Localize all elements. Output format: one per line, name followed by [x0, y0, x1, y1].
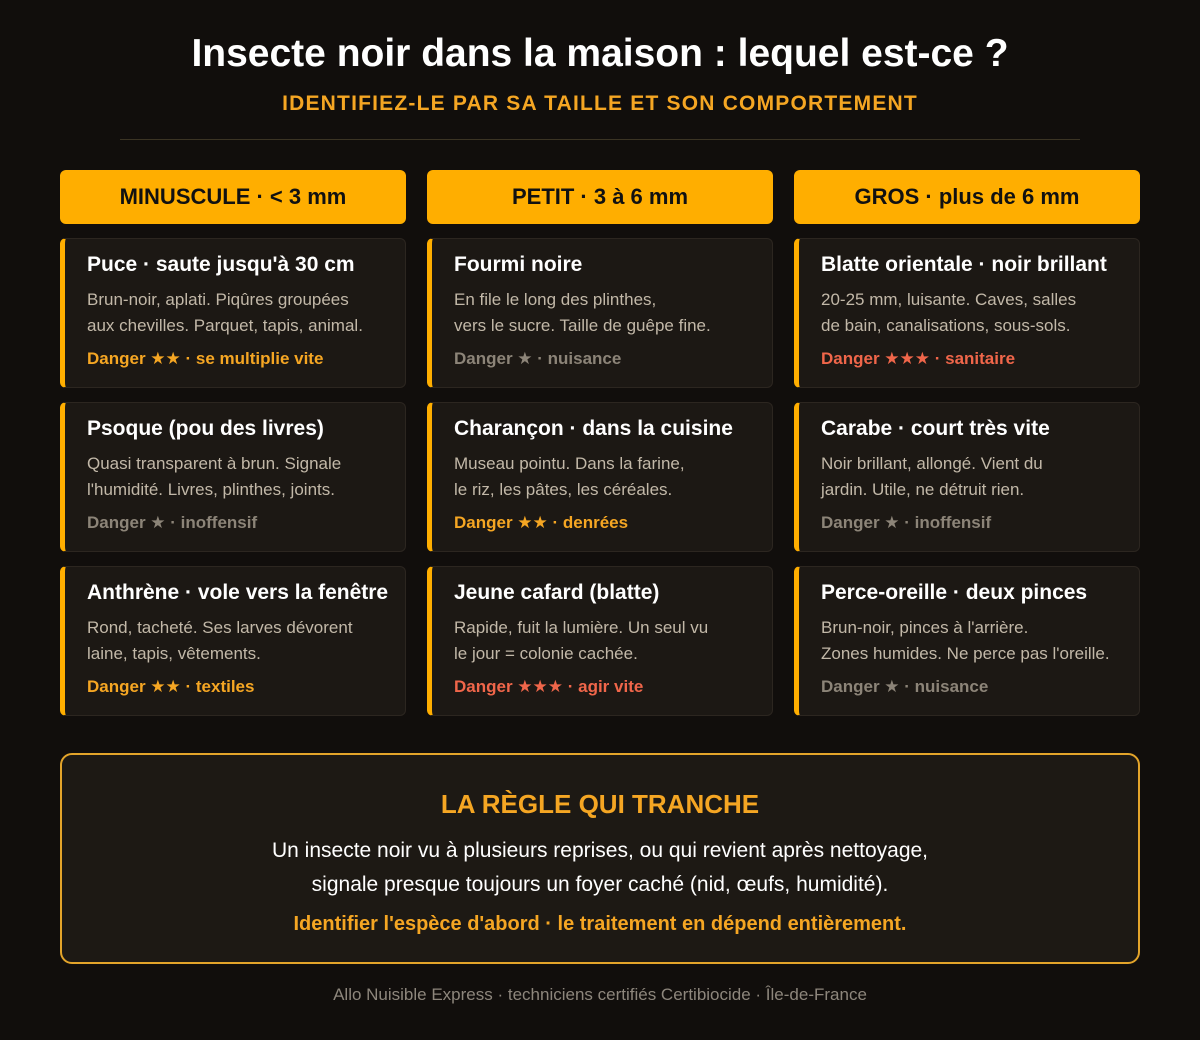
card-title: Carabe · court très vite	[821, 417, 1050, 440]
header-divider	[120, 139, 1080, 140]
card-title: Perce-oreille · deux pinces	[821, 581, 1088, 604]
column-header: PETIT · 3 à 6 mm	[427, 170, 773, 224]
card-description-line: Rapide, fuit la lumière. Un seul vu	[454, 618, 709, 637]
danger-rating: Danger ★ · inoffensif	[87, 513, 258, 532]
card-title: Charançon · dans la cuisine	[454, 417, 733, 440]
danger-rating: Danger ★★ · denrées	[454, 513, 629, 532]
column-petit	[427, 170, 773, 696]
card-description	[821, 451, 1139, 503]
rule-text-line: Un insecte noir vu à plusieurs reprises, ou qui revient après nettoyage,	[271, 839, 929, 862]
card-description	[454, 287, 772, 339]
rule-text-line: signale presque toujours un foyer caché (nid, œufs, humidité).	[311, 873, 889, 896]
card-description-line: jardin. Utile, ne détruit rien.	[821, 480, 1025, 499]
card-description-line: vers le sucre. Taille de guêpe fine.	[454, 316, 711, 335]
card-description-line: Museau pointu. Dans la farine,	[454, 454, 685, 473]
card-description-line: le riz, les pâtes, les céréales.	[454, 480, 673, 499]
card-description-line: aux chevilles. Parquet, tapis, animal.	[87, 316, 363, 335]
column-header: GROS · plus de 6 mm	[794, 170, 1140, 224]
card-title: Fourmi noire	[454, 253, 583, 276]
rule-title: LA RÈGLE QUI TRANCHE	[440, 789, 760, 819]
column-gros	[794, 170, 1140, 696]
danger-rating: Danger ★★★ · agir vite	[454, 677, 644, 696]
insect-card-fourmi	[427, 238, 773, 388]
card-description-line: laine, tapis, vêtements.	[87, 644, 261, 663]
danger-rating: Danger ★ · nuisance	[821, 677, 989, 696]
card-description-line: Brun-noir, pinces à l'arrière.	[821, 618, 1029, 637]
card-description	[87, 615, 405, 667]
card-title: Puce · saute jusqu'à 30 cm	[87, 253, 355, 276]
insect-card-anthrene	[60, 566, 406, 716]
card-description-line: 20-25 mm, luisante. Caves, salles	[821, 290, 1077, 309]
card-title: Psoque (pou des livres)	[87, 417, 324, 440]
card-description	[454, 451, 772, 503]
insect-card-puce	[60, 238, 406, 388]
card-description	[87, 451, 405, 503]
insect-card-blatte-orientale	[794, 238, 1140, 388]
card-description	[87, 287, 405, 339]
card-description-line: de bain, canalisations, sous-sols.	[821, 316, 1071, 335]
danger-rating: Danger ★★ · textiles	[87, 677, 255, 696]
rule-call-to-action: Identifier l'espèce d'abord · le traitement en dépend entièrement.	[293, 913, 907, 935]
column-header: MINUSCULE · < 3 mm	[60, 170, 406, 224]
card-title: Blatte orientale · noir brillant	[821, 253, 1107, 276]
card-description	[454, 615, 772, 667]
card-description	[821, 287, 1139, 339]
danger-rating: Danger ★ · inoffensif	[821, 513, 992, 532]
page-subtitle: IDENTIFIEZ-LE PAR SA TAILLE ET SON COMPORTEMENT	[282, 92, 918, 115]
card-description-line: le jour = colonie cachée.	[454, 644, 638, 663]
insect-card-psoque	[60, 402, 406, 552]
danger-rating: Danger ★ · nuisance	[454, 349, 622, 368]
danger-rating: Danger ★★ · se multiplie vite	[87, 349, 324, 368]
card-description-line: Noir brillant, allongé. Vient du	[821, 454, 1043, 473]
insect-card-perce-oreille	[794, 566, 1140, 716]
card-description-line: Zones humides. Ne perce pas l'oreille.	[821, 644, 1110, 663]
card-title: Jeune cafard (blatte)	[454, 581, 660, 604]
footer-credit: Allo Nuisible Express · techniciens certifiés Certibiocide · Île-de-France	[333, 985, 867, 1004]
card-title: Anthrène · vole vers la fenêtre	[87, 581, 389, 604]
card-description-line: Quasi transparent à brun. Signale	[87, 454, 342, 473]
column-minuscule	[60, 170, 406, 696]
rule-box	[60, 753, 1140, 964]
card-description-line: l'humidité. Livres, plinthes, joints.	[87, 480, 335, 499]
card-description-line: En file le long des plinthes,	[454, 290, 657, 309]
insect-card-charancon	[427, 402, 773, 552]
card-description	[821, 615, 1139, 667]
page-title: Insecte noir dans la maison : lequel est-ce ?	[191, 32, 1009, 75]
insect-card-jeune-cafard	[427, 566, 773, 716]
card-description-line: Rond, tacheté. Ses larves dévorent	[87, 618, 353, 637]
insect-card-carabe	[794, 402, 1140, 552]
danger-rating: Danger ★★★ · sanitaire	[821, 349, 1016, 368]
card-description-line: Brun-noir, aplati. Piqûres groupées	[87, 290, 349, 309]
